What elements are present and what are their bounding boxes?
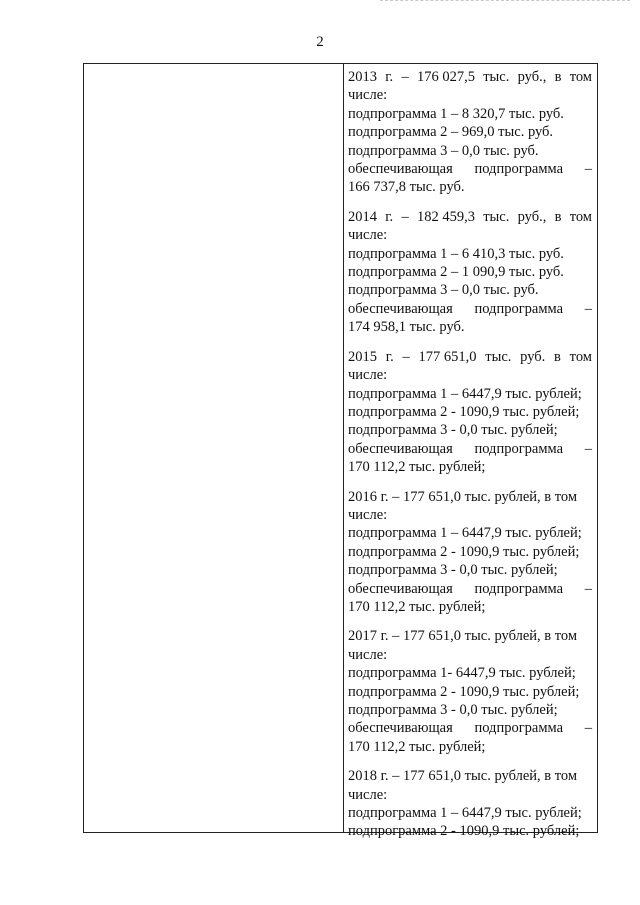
text-word: обеспечивающая	[348, 720, 453, 737]
text-word: 2017 г. – 177 651,0 тыс. рублей, в том	[348, 628, 578, 645]
text-line: числе:	[348, 646, 388, 663]
text-line: подпрограмма 1 – 6447,9 тыс. рублей;	[348, 805, 582, 822]
text-line: 174 958,1 тыс. руб.	[348, 319, 465, 336]
text-word: 2018 г. – 177 651,0 тыс. рублей, в том	[348, 768, 578, 785]
text-word: подпрограмма	[474, 720, 564, 737]
text-line: подпрограмма 3 – 0,0 тыс. руб.	[348, 142, 539, 159]
text-line: подпрограмма 1 – 8 320,7 тыс. руб.	[348, 105, 564, 122]
text-word: в	[554, 348, 561, 365]
text-line: подпрограмма 1 – 6447,9 тыс. рублей;	[348, 385, 582, 402]
text-word: руб.,	[517, 69, 547, 85]
text-line: подпрограмма 1 – 6447,9 тыс. рублей;	[348, 525, 582, 542]
text-word: подпрограмма	[474, 440, 564, 457]
text-line: 166 737,8 тыс. руб.	[348, 179, 465, 196]
text-word: в	[554, 69, 562, 85]
text-line: подпрограмма 2 – 1 090,9 тыс. руб.	[348, 264, 564, 281]
funding-year-block	[348, 767, 592, 841]
text-word: обеспечивающая	[348, 161, 453, 178]
text-line: числе:	[348, 87, 388, 104]
text-word: 182 459,3	[416, 208, 475, 225]
funding-table	[83, 63, 598, 840]
table-right-cell	[344, 64, 597, 840]
justified-text-line	[348, 767, 592, 785]
text-word: –	[584, 720, 592, 737]
text-word: 177 651,0	[418, 348, 477, 365]
table-left-cell	[84, 64, 344, 832]
justified-text-line	[348, 440, 592, 458]
text-word: 2014	[348, 208, 377, 225]
text-word: тыс.	[483, 69, 510, 85]
text-word: руб.	[520, 348, 546, 365]
text-line: числе:	[348, 786, 388, 803]
text-line: числе:	[348, 506, 388, 523]
text-word: подпрограмма	[474, 300, 564, 317]
text-word: –	[584, 440, 592, 457]
justified-text-line	[348, 208, 592, 226]
text-word: том	[569, 69, 592, 85]
text-line: 170 112,2 тыс. рублей;	[348, 598, 486, 615]
justified-text-line	[348, 68, 592, 86]
text-line: подпрограмма 3 - 0,0 тыс. рублей;	[348, 702, 558, 718]
text-line: подпрограмма 3 - 0,0 тыс. рублей;	[348, 422, 558, 439]
scan-top-edge	[380, 0, 630, 4]
text-line: числе:	[348, 367, 388, 384]
justified-text-line	[348, 300, 592, 318]
funding-year-block	[348, 488, 592, 617]
text-word: –	[584, 580, 592, 597]
text-word: –	[401, 69, 409, 85]
page-number: 2	[316, 34, 324, 50]
funding-year-block	[348, 627, 592, 756]
justified-text-line	[348, 627, 592, 645]
text-line: подпрограмма 2 - 1090,9 тыс. рублей;	[348, 823, 580, 840]
text-word: подпрограмма	[474, 580, 564, 597]
text-line: 170 112,2 тыс. рублей;	[348, 738, 486, 755]
text-line: подпрограмма 1- 6447,9 тыс. рублей;	[348, 665, 576, 682]
justified-text-line	[348, 719, 592, 737]
justified-text-line	[348, 348, 592, 366]
text-line: подпрограмма 2 - 1090,9 тыс. рублей;	[348, 403, 580, 420]
text-word: руб.,	[517, 208, 547, 225]
text-line: 170 112,2 тыс. рублей;	[348, 459, 486, 476]
text-line: подпрограмма 3 - 0,0 тыс. рублей;	[348, 562, 558, 579]
text-line: подпрограмма 2 – 969,0 тыс. руб.	[348, 124, 554, 141]
text-line: подпрограмма 1 – 6 410,3 тыс. руб.	[348, 245, 564, 262]
text-word: 2016 г. – 177 651,0 тыс. рублей, в том	[348, 488, 578, 505]
justified-text-line	[348, 160, 592, 178]
justified-text-line	[348, 580, 592, 598]
funding-year-block	[348, 348, 592, 477]
text-word: том	[569, 208, 592, 225]
text-line: подпрограмма 2 - 1090,9 тыс. рублей;	[348, 543, 580, 560]
text-word: –	[402, 348, 410, 365]
text-word: –	[584, 161, 592, 178]
funding-year-block	[348, 68, 592, 197]
text-word: г.	[385, 208, 394, 225]
text-word: г.	[385, 69, 394, 85]
text-line: числе:	[348, 227, 388, 244]
text-word: обеспечивающая	[348, 580, 453, 597]
text-word: 2015	[348, 348, 377, 365]
text-line: подпрограмма 3 – 0,0 тыс. руб.	[348, 282, 539, 299]
text-word: –	[401, 208, 409, 225]
text-word: том	[569, 348, 592, 365]
text-word: обеспечивающая	[348, 440, 453, 457]
text-word: г.	[385, 348, 394, 365]
text-word: обеспечивающая	[348, 300, 453, 317]
text-word: в	[554, 208, 562, 225]
text-word: 2013	[348, 69, 377, 85]
justified-text-line	[348, 488, 592, 506]
text-word: тыс.	[485, 348, 512, 365]
text-word: тыс.	[483, 208, 510, 225]
text-line: подпрограмма 2 - 1090,9 тыс. рублей;	[348, 683, 580, 700]
funding-year-block	[348, 208, 592, 337]
text-word: –	[584, 300, 592, 317]
text-word: 176 027,5	[416, 69, 475, 85]
text-word: подпрограмма	[474, 161, 564, 178]
